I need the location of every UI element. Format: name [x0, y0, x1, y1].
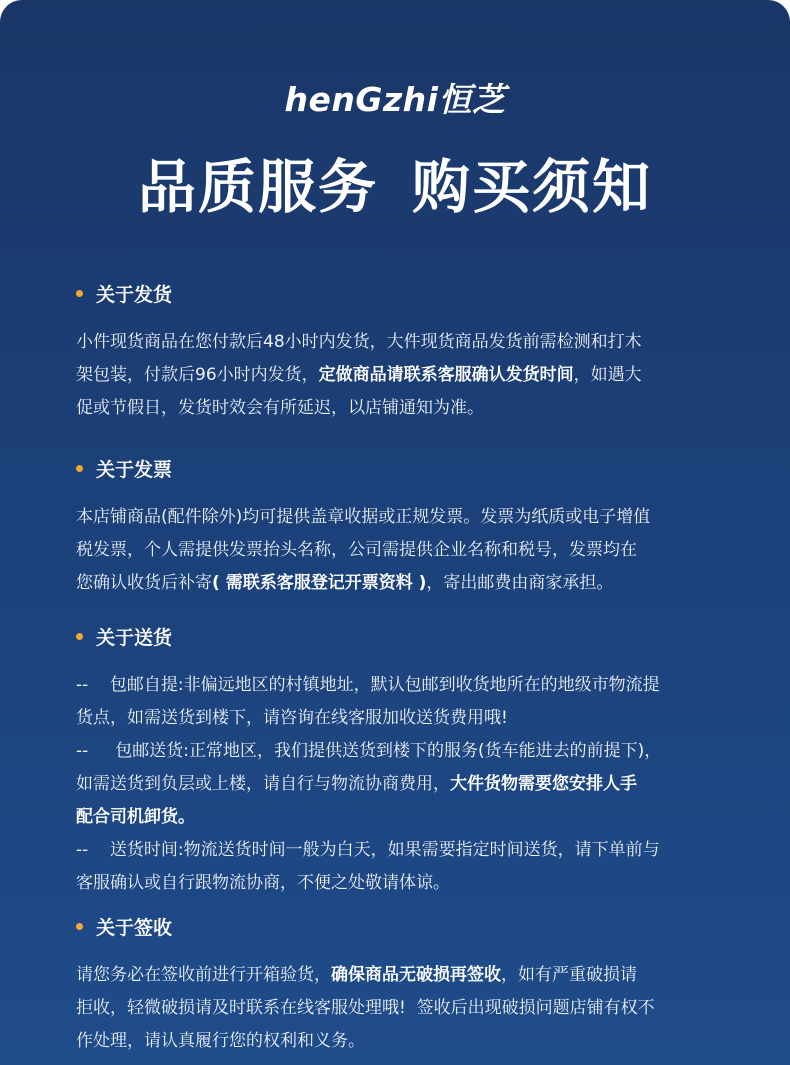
text-span: 客服确认或自行跟物流协商，不便之处敬请体谅。: [76, 873, 450, 893]
section-body: [76, 959, 726, 1058]
text-line: [76, 326, 726, 359]
section-invoice: [76, 453, 726, 600]
emphasis-text: 确保商品无破损再签收: [331, 965, 501, 985]
text-span: 税发票，个人需提供发票抬头名称，公司需提供企业名称和税号，发票均在: [76, 540, 637, 560]
text-line: [76, 867, 726, 900]
section-title: 关于发票: [96, 458, 173, 481]
section-shipping: [76, 278, 726, 425]
text-line: [76, 501, 726, 534]
brand-logo: henGzhi恒芝: [284, 80, 506, 119]
bullet-dot: [76, 923, 83, 930]
text-line: [76, 959, 726, 992]
text-line: [76, 567, 726, 600]
section-body: [76, 501, 726, 600]
text-span: 拒收，轻微破损请及时联系在线客服处理哦! 签收后出现破损问题店铺有权不: [76, 998, 655, 1018]
text-span: 促或节假日，发货时效会有所延迟，以店铺通知为准。: [76, 398, 484, 418]
text-span: ，如有严重破损请: [501, 965, 637, 985]
emphasis-text: ( 需联系客服登记开票资料 ): [212, 573, 427, 593]
section-delivery: [76, 621, 726, 900]
text-span: ，寄出邮费由商家承担。: [426, 573, 614, 593]
text-line: [76, 669, 726, 702]
text-span: 货点，如需送货到楼下，请咨询在线客服加收送货费用哦!: [76, 708, 508, 728]
emphasis-text: 大件货物需要您安排人手: [450, 774, 637, 794]
emphasis-text: 配合司机卸货。: [76, 807, 195, 827]
text-span: -- 包邮自提:非偏远地区的村镇地址，默认包邮到收货地所在的地级市物流提: [76, 675, 660, 695]
section-signing: [76, 911, 726, 1058]
text-span: 本店铺商品(配件除外)均可提供盖章收据或正规发票。发票为纸质或电子增值: [76, 507, 651, 527]
title-part-2: 购买须知: [412, 153, 653, 221]
section-title: 关于发货: [96, 283, 173, 306]
text-span: 作处理，请认真履行您的权利和义务。: [76, 1031, 365, 1051]
bullet-dot: [76, 290, 83, 297]
text-line: [76, 1025, 726, 1058]
bullet-dot: [76, 633, 83, 640]
section-body: [76, 326, 726, 425]
text-line: [76, 392, 726, 425]
section-body: [76, 669, 726, 900]
text-span: 架包装，付款后96小时内发货，: [76, 365, 319, 385]
text-line: [76, 834, 726, 867]
text-span: 请您务必在签收前进行开箱验货，: [76, 965, 331, 985]
section-title: 关于送货: [96, 626, 173, 649]
text-span: ，如遇大: [573, 365, 642, 385]
text-span: 如需送货到负层或上楼，请自行与物流协商费用，: [76, 774, 450, 794]
page-title: [0, 140, 790, 224]
section-title: 关于签收: [96, 916, 173, 939]
text-line: [76, 768, 726, 801]
text-span: -- 送货时间:物流送货时间一般为白天，如果需要指定时间送货，请下单前与: [76, 840, 660, 860]
text-line: [76, 801, 726, 834]
emphasis-text: 定做商品请联系客服确认发货时间: [318, 365, 574, 385]
text-line: [76, 992, 726, 1025]
bullet-dot: [76, 465, 83, 472]
text-span: -- 包邮送货:正常地区，我们提供送货到楼下的服务(货车能进去的前提下)，: [76, 741, 662, 761]
text-line: [76, 534, 726, 567]
text-line: [76, 359, 726, 392]
text-span: 您确认收货后补寄: [76, 573, 212, 593]
text-span: 小件现货商品在您付款后48小时内发货，大件现货商品发货前需检测和打木: [76, 332, 642, 352]
title-part-1: 品质服务: [137, 153, 378, 221]
text-line: [76, 735, 726, 768]
text-line: [76, 702, 726, 735]
